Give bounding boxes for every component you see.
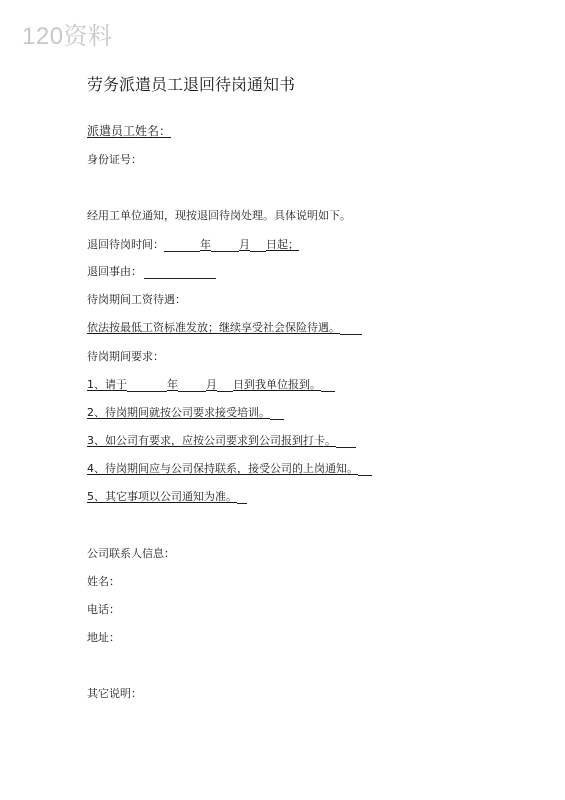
treatment-blank [340, 323, 362, 335]
contact-name-label: 姓名： [87, 575, 120, 588]
other-notes-field [87, 687, 142, 701]
requirement-item-5 [87, 490, 247, 504]
requirement-1-day-blank [217, 380, 233, 392]
treatment-text: 依法按最低工资标准发放；继续享受社会保险待遇。 [87, 321, 340, 334]
requirement-1-month-blank [178, 380, 206, 392]
requirement-1-trail [321, 380, 335, 392]
contact-name-field [87, 575, 120, 589]
contact-phone-field [87, 603, 120, 617]
contact-address-field [87, 631, 120, 645]
requirement-1-suffix: 日到我单位报到。 [233, 378, 321, 391]
return-time-label: 退回待岗时间： [87, 238, 164, 251]
notice-intro-text: 经用工单位通知，现按退回待岗处理。具体说明如下。 [87, 209, 351, 222]
contact-heading [87, 547, 175, 561]
day-label: 日起； [266, 238, 299, 251]
contact-phone-label: 电话： [87, 603, 120, 616]
treatment-heading [87, 293, 186, 307]
document-title: 劳务派遣员工退回待岗通知书 [87, 75, 296, 94]
requirement-2-text: 2、待岗期间就按公司要求接受培训。 [87, 406, 270, 419]
requirement-3-trail [336, 436, 356, 448]
requirement-5-text: 5、其它事项以公司通知为准。 [87, 490, 237, 503]
requirement-1-year: 年 [167, 378, 178, 391]
return-reason-field [87, 265, 216, 279]
year-label: 年 [200, 238, 211, 251]
requirement-5-trail [237, 492, 247, 504]
day-blank [250, 240, 266, 252]
contact-address-label: 地址： [87, 631, 120, 644]
return-reason-blank [144, 267, 216, 279]
requirement-item-4 [87, 462, 372, 476]
requirement-3-text: 3、如公司有要求，应按公司要求到公司报到打卡。 [87, 434, 336, 447]
employee-name-label: 派遣员工姓名： [87, 124, 172, 138]
return-time-field [87, 238, 299, 252]
contact-heading-label: 公司联系人信息： [87, 547, 175, 560]
requirement-item-2 [87, 406, 284, 420]
requirement-4-text: 4、待岗期间应与公司保持联系，接受公司的上岗通知。 [87, 462, 358, 475]
treatment-detail [87, 321, 362, 335]
notice-intro [87, 209, 351, 223]
year-blank [164, 240, 200, 252]
requirements-heading [87, 350, 164, 364]
id-number-label: 身份证号： [87, 153, 142, 166]
watermark-logo: 120资料 [22, 23, 113, 50]
requirement-1-year-blank [127, 380, 167, 392]
requirement-1-prefix: 1、请于 [87, 378, 127, 391]
requirements-label: 待岗期间要求： [87, 350, 164, 363]
month-label: 月 [239, 238, 250, 251]
requirement-item-3 [87, 434, 356, 448]
employee-name-field [87, 124, 171, 138]
return-reason-label: 退回事由： [87, 265, 142, 278]
other-notes-label: 其它说明： [87, 687, 142, 700]
requirement-4-trail [358, 464, 372, 476]
requirement-1-month: 月 [206, 378, 217, 391]
requirement-item-1 [87, 378, 335, 392]
requirement-2-trail [270, 408, 284, 420]
month-blank [211, 240, 239, 252]
treatment-label: 待岗期间工资待遇： [87, 293, 186, 306]
id-number-field [87, 153, 142, 167]
